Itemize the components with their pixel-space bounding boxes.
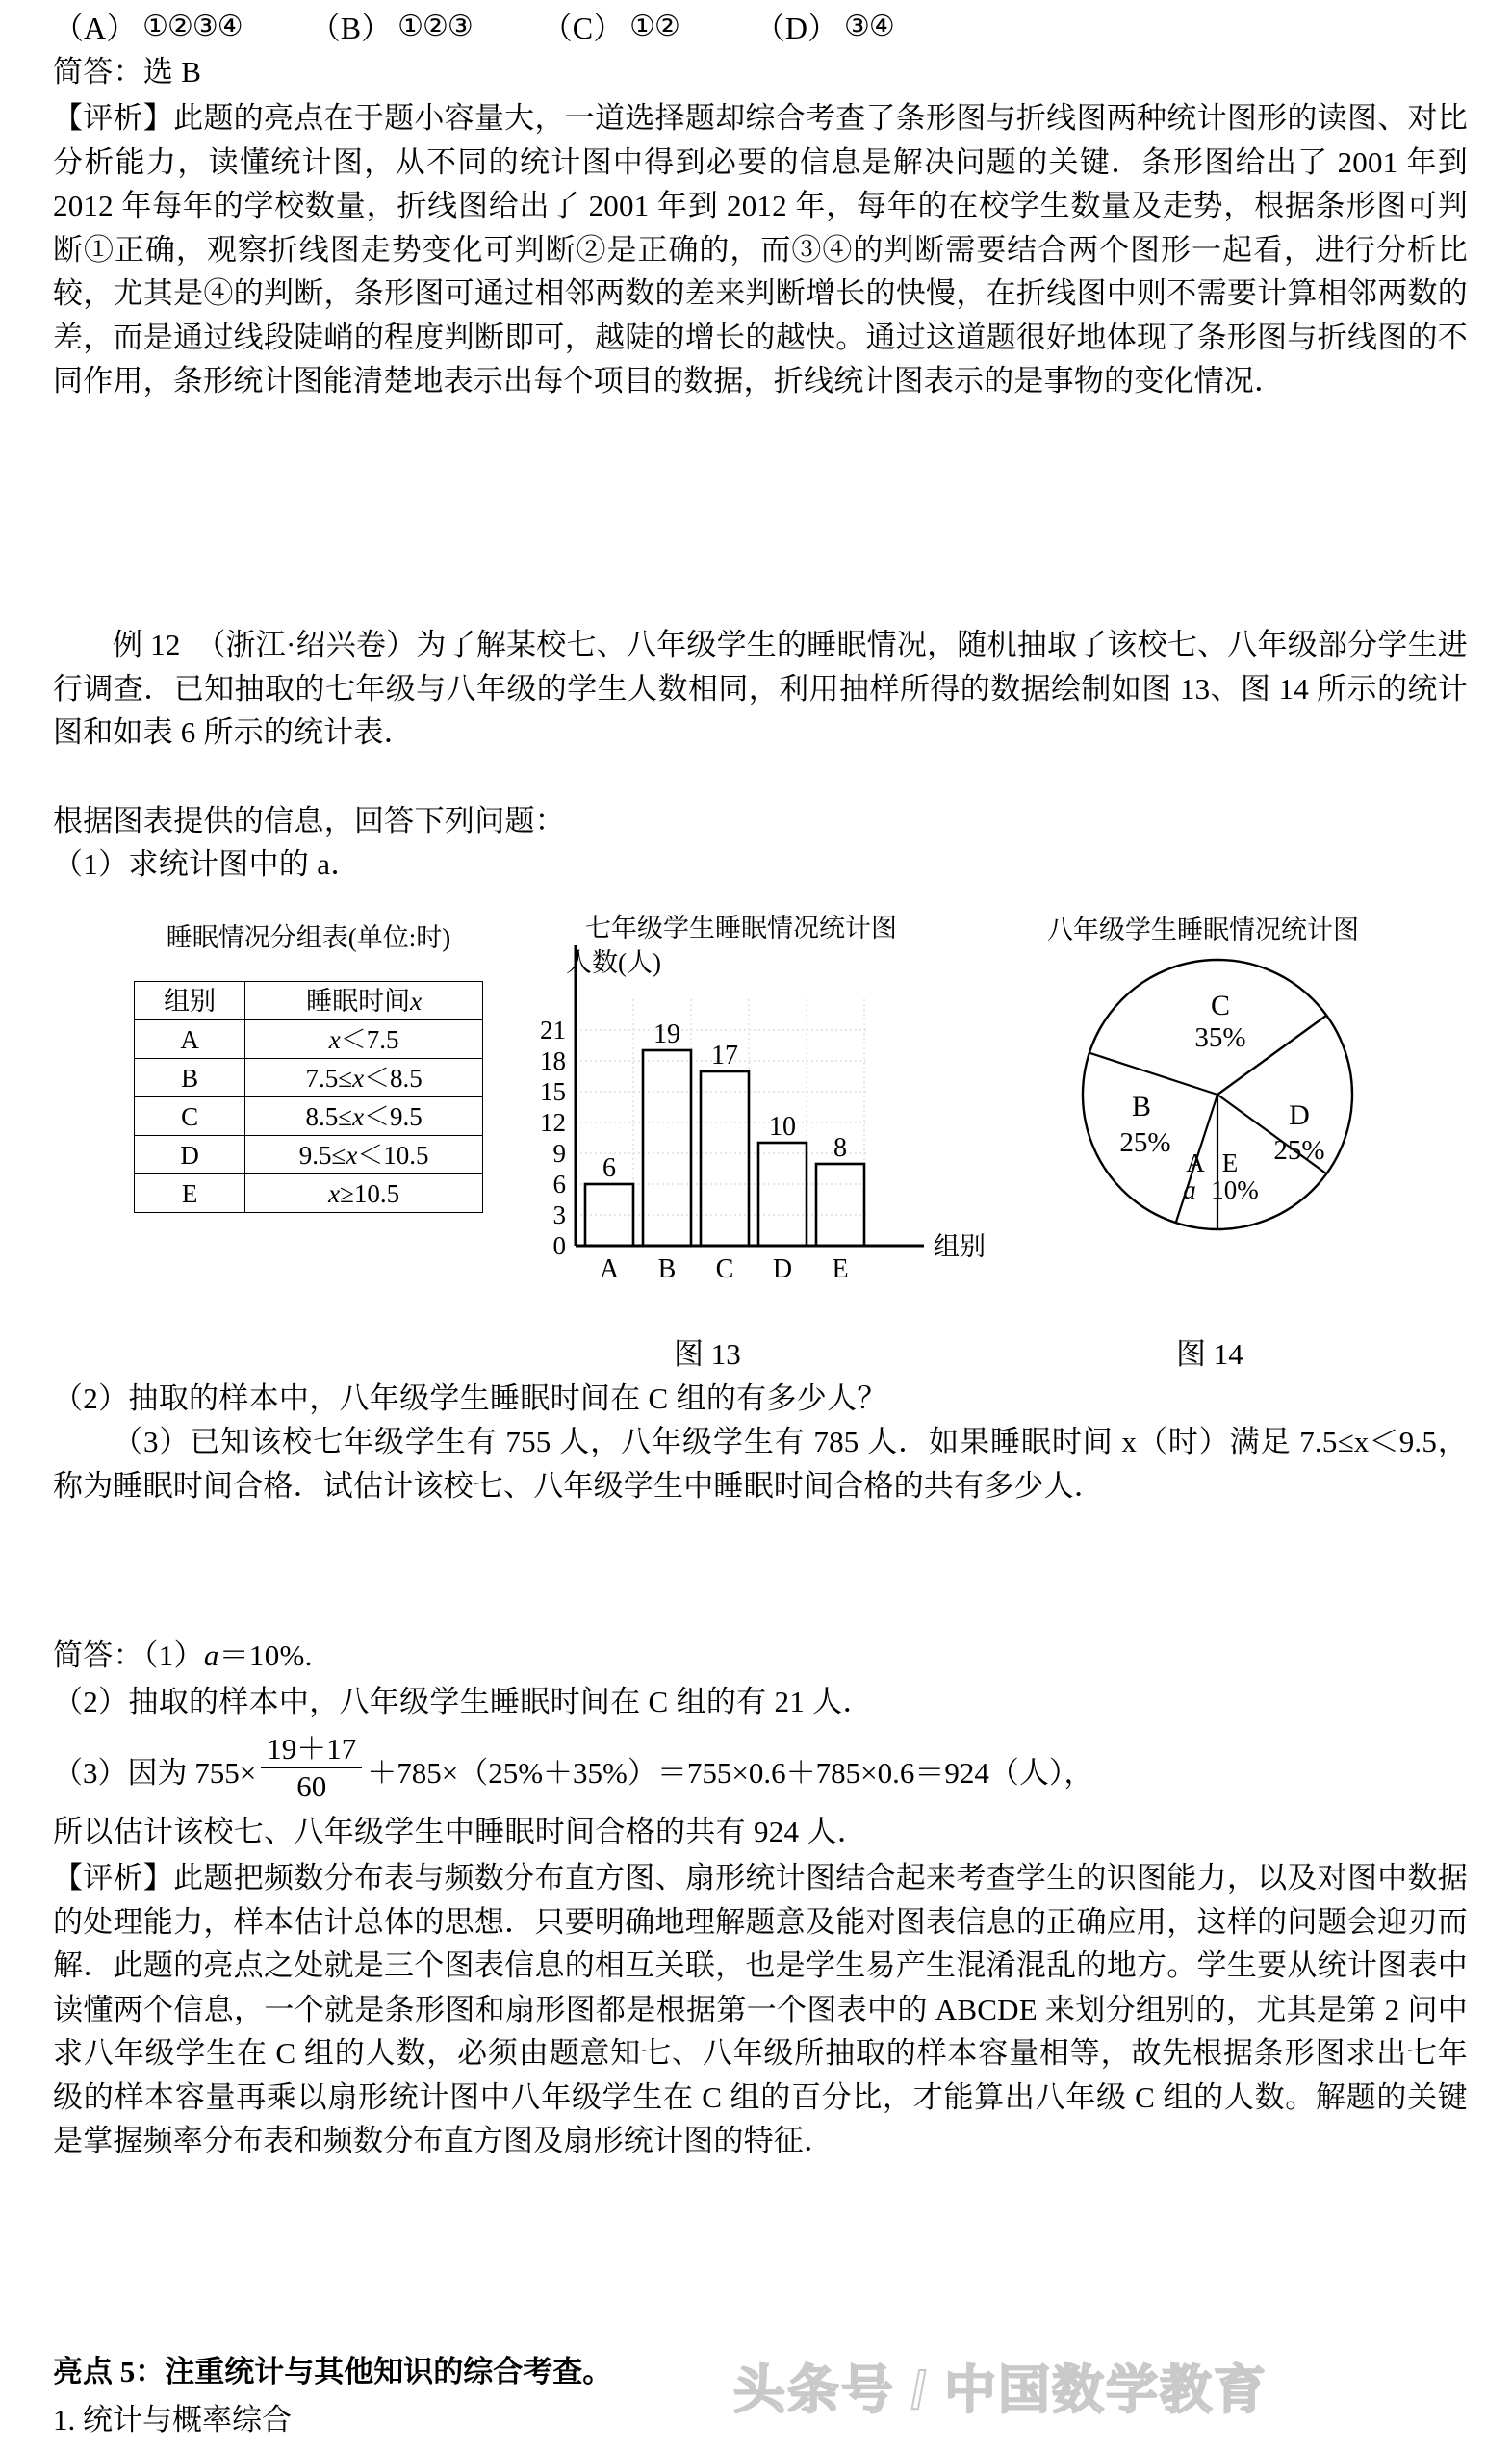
value-label-C: 17 xyxy=(711,1041,738,1070)
table-cell-group: D xyxy=(135,1136,245,1174)
multiple-choice-options xyxy=(53,4,1468,48)
figure-13-number: 图 13 xyxy=(674,1337,741,1371)
question-intro: 根据图表提供的信息，回答下列问题： xyxy=(53,804,566,838)
table-row xyxy=(135,1059,483,1097)
question-3: （3）已知该校七年级学生有 755 人，八年级学生有 785 人．如果睡眠时间 x（时）满足 7.5≤x＜9.5，称为睡眠时间合格．试估计该校七、八年级学生中睡眠时间合格的共有多少人． xyxy=(53,1425,1468,1503)
bar-D xyxy=(758,1143,807,1246)
table-header-sleeptime: 睡眠时间x xyxy=(245,982,483,1020)
pie-label-B: B xyxy=(1131,1091,1152,1122)
highlight-5-heading: 亮点 5：注重统计与其他知识的综合考查。 xyxy=(53,2355,613,2388)
choice-c-options: ①② xyxy=(629,9,679,43)
ytick-21: 21 xyxy=(540,1016,566,1044)
choice-c xyxy=(542,4,679,48)
question-1: （1）求统计图中的 a． xyxy=(53,847,361,881)
table-cell-group: B xyxy=(135,1059,245,1097)
fraction-denominator: 60 xyxy=(296,1769,327,1803)
table-cell-group: A xyxy=(135,1020,245,1059)
bar-chart-value-labels xyxy=(602,1019,847,1183)
choice-b-label: （B） xyxy=(309,11,393,45)
ytick-12: 12 xyxy=(540,1108,566,1137)
choice-a-options: ①②③④ xyxy=(142,9,243,43)
table-cell-range: 9.5≤x＜10.5 xyxy=(245,1136,483,1174)
pie-value-D: 25% xyxy=(1273,1135,1325,1166)
pie-chart-svg xyxy=(1078,955,1367,1244)
radius-C-B xyxy=(1089,1053,1217,1095)
xtick-D: D xyxy=(772,1254,793,1284)
ytick-18: 18 xyxy=(540,1046,566,1075)
bar-B xyxy=(643,1050,691,1246)
ytick-6: 6 xyxy=(552,1170,566,1199)
question-2: （2）抽取的样本中，八年级学生睡眠时间在 C 组的有多少人？ xyxy=(53,1381,887,1415)
choice-d-label: （D） xyxy=(754,11,839,45)
ytick-15: 15 xyxy=(540,1077,566,1106)
choice-c-label: （C） xyxy=(541,11,625,45)
table-header-row xyxy=(135,982,483,1020)
table-header-group: 组别 xyxy=(135,982,245,1020)
bar-chart-ytick-labels xyxy=(540,1016,566,1260)
pie-chart-title: 八年级学生睡眠情况统计图 xyxy=(1047,916,1359,944)
xtick-E: E xyxy=(832,1254,849,1284)
xtick-A: A xyxy=(599,1254,620,1284)
answer-3-prefix: （3）因为 755× xyxy=(53,1755,257,1790)
example-12-statement: 例 12 （浙江·绍兴卷）为了解某校七、八年级学生的睡眠情况，随机抽取了该校七、八年级部分学生进行调查．已知抽取的七年级与八年级的学生人数相同，利用抽样所得的数据绘制如图 13、图 14 所示的统计图和如表 6 所示的统计表． xyxy=(53,628,1468,749)
choice-a-label: （A） xyxy=(53,11,138,45)
figures-band xyxy=(0,916,1512,1330)
answer-part-3-conclusion: 所以估计该校七、八年级学生中睡眠时间合格的共有 924 人． xyxy=(53,1815,867,1848)
subsection-1-heading: 1. 统计与概率综合 xyxy=(53,2403,292,2437)
table-cell-group: E xyxy=(135,1174,245,1213)
fraction xyxy=(261,1732,362,1805)
choice-d-options: ③④ xyxy=(844,9,894,43)
table-cell-range: x＜7.5 xyxy=(245,1020,483,1059)
pie-label-A: A xyxy=(1186,1148,1205,1177)
answer-part-2: （2）抽取的样本中，八年级学生睡眠时间在 C 组的有 21 人． xyxy=(53,1685,873,1718)
bar-E xyxy=(816,1164,864,1246)
value-label-E: 8 xyxy=(833,1133,847,1163)
choice-a xyxy=(53,4,243,48)
value-label-A: 6 xyxy=(602,1153,616,1183)
table-cell-range: 7.5≤x＜8.5 xyxy=(245,1059,483,1097)
table-cell-range: x≥10.5 xyxy=(245,1174,483,1213)
table-caption: 睡眠情况分组表(单位:时) xyxy=(166,923,451,952)
answer-part-1 xyxy=(53,1634,313,1677)
pie-label-D: D xyxy=(1289,1099,1310,1131)
answer-part-3-equation xyxy=(53,1733,1093,1806)
bar-chart-title: 七年级学生睡眠情况统计图 xyxy=(585,914,897,942)
choice-b xyxy=(310,4,473,48)
bar-C xyxy=(701,1071,749,1246)
fraction-numerator: 19＋17 xyxy=(267,1732,357,1766)
xtick-B: B xyxy=(657,1254,677,1284)
pie-chart-figure xyxy=(1038,907,1451,1311)
bar-chart-ylabel: 人数(人) xyxy=(566,948,661,977)
pie-label-E: E xyxy=(1221,1148,1239,1177)
answer-3-suffix: ＋785×（25%＋35%）＝755×0.6＋785×0.6＝924（人）， xyxy=(367,1755,1094,1790)
sleep-grouping-table-figure xyxy=(123,916,494,1213)
ytick-3: 3 xyxy=(552,1200,566,1229)
value-label-D: 10 xyxy=(769,1112,796,1142)
ytick-9: 9 xyxy=(552,1139,566,1168)
answer-part-1-text: 简答：（1）a＝10%. xyxy=(53,1638,313,1672)
table-cell-range: 8.5≤x＜9.5 xyxy=(245,1097,483,1136)
table-row xyxy=(135,1174,483,1213)
table-row xyxy=(135,1020,483,1059)
pie-value-B: 25% xyxy=(1119,1127,1171,1158)
value-label-B: 19 xyxy=(653,1019,680,1049)
watermark: 头条号 / 中国数学教育 xyxy=(733,2361,1269,2419)
figure-14-number: 图 14 xyxy=(1176,1337,1243,1371)
pie-value-A: a xyxy=(1183,1175,1196,1204)
brief-answer-line: 简答：选 B xyxy=(53,55,202,89)
table-cell-group: C xyxy=(135,1097,245,1136)
bar-chart-xlabel: 组别 xyxy=(934,1232,986,1261)
choice-b-options: ①②③ xyxy=(397,9,473,43)
pie-value-E: 10% xyxy=(1211,1175,1259,1204)
analysis-paragraph-2: 【评析】此题把频数分布表与频数分布直方图、扇形统计图结合起来考查学生的识图能力，以及对图中数据的处理能力，样本估计总体的思想．只要明确地理解题意及能对图表信息的正确应用，这样的问题会迎刃而解．此题的亮点之处就是三个图表信息的相互关联，也是学生易产生混淆混乱的地方。学生要从统计图表中读懂两个信息，一个就是条形图和扇形图都是根据第一个图表中的 ABCDE 来划分组别的，尤其是第 2 问中求八年级学生在 C 组的人数，必须由题意知七、八年级所抽取的样本容量相等，故先根据条形图求出七年级的样本容量再乘以扇形统计图中八年级学生在 C 组的百分比，才能算出八年级 C 组的人数。解题的关键是掌握频率分布表和频数分布直方图及扇形统计图的特征． xyxy=(53,1861,1468,2157)
bar-chart-svg xyxy=(510,907,1011,1311)
bar-chart-figure xyxy=(510,907,1011,1311)
table-row xyxy=(135,1097,483,1136)
sleep-grouping-table xyxy=(134,981,483,1213)
analysis-paragraph-1: 【评析】此题的亮点在于题小容量大，一道选择题却综合考查了条形图与折线图两种统计图形的读图、对比分析能力，读懂统计图，从不同的统计图中得到必要的信息是解决问题的关键．条形图给出了 2001 年到 2012 年每年的学校数量，折线图给出了 2001 年到 2012 年，每年的在校学生数量及走势，根据条形图可判断①正确，观察折线图走势变化可判断②是正确的，而③④的判断需要结合两个图形一起看，进行分析比较，尤其是④的判断，条形图可通过相邻两数的差来判断增长的快慢，在折线图中则不需要计算相邻两数的差，而是通过线段陡峭的程度判断即可，越陡的增长的越快。通过这道题很好地体现了条形图与折线图的不同作用，条形统计图能清楚地表示出每个项目的数据，折线统计图表示的是事物的变化情况． xyxy=(53,101,1468,398)
choice-d xyxy=(755,4,894,48)
xtick-C: C xyxy=(715,1254,734,1284)
table-row xyxy=(135,1136,483,1174)
pie-label-C: C xyxy=(1210,990,1231,1021)
pie-value-C: 35% xyxy=(1194,1022,1246,1053)
ytick-0: 0 xyxy=(552,1231,566,1260)
bar-chart-xtick-labels xyxy=(600,1254,849,1284)
